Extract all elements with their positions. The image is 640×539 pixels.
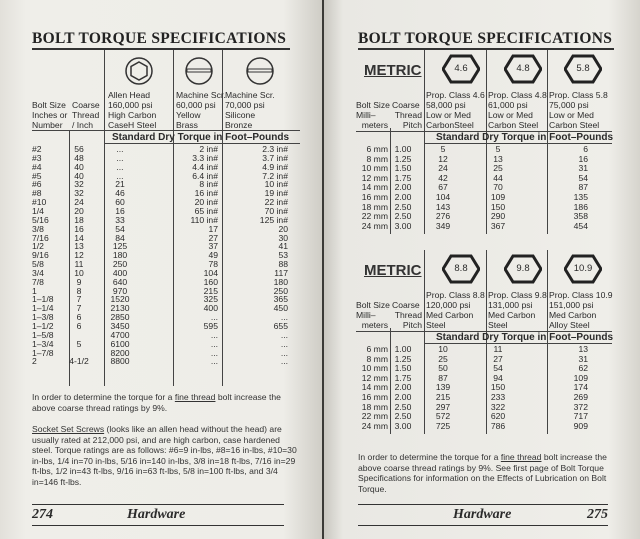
table-cell: 10 mm (361, 363, 388, 374)
table-cell: 44 (493, 172, 503, 183)
table-cell: 7/8 (32, 276, 44, 287)
table-cell: ... (116, 152, 124, 163)
table-row (32, 278, 300, 287)
table-cell: 31 (578, 163, 588, 174)
table-cell: 6.4 in# (192, 170, 218, 181)
table-cell: ... (210, 312, 218, 323)
table-cell: 349 (435, 220, 451, 231)
table-cell: 2.50 (394, 401, 412, 412)
table-row (32, 225, 300, 234)
table-cell: 9/16 (32, 250, 49, 261)
table-cell: 454 (573, 220, 588, 231)
table-cell: 909 (573, 420, 588, 431)
header-property-class: Prop. Class 5.8 75,000 psi Low or Med Carbon Steel (549, 90, 608, 130)
table-cell: 970 (112, 285, 128, 296)
table-cell: 3.7 in# (262, 152, 288, 163)
header-brass: Machine Scr. 60,000 psi Yellow Brass (176, 90, 226, 130)
table-row (32, 295, 300, 304)
table-cell: 10 in# (264, 179, 288, 190)
table-cell: 322 (490, 401, 506, 412)
table-cell: 3/8 (32, 223, 44, 234)
table-cell: 1.25 (394, 353, 412, 364)
table-cell: 12 mm (361, 172, 388, 183)
table-cell: 2.50 (394, 411, 412, 422)
table-cell: 17 (208, 223, 218, 234)
table-cell: 88 (278, 259, 288, 270)
table-cell: 13 (74, 241, 84, 252)
table-cell: 7 (76, 303, 82, 314)
page-footer (32, 504, 284, 526)
table-cell: 14 mm (361, 382, 388, 393)
table-cell: 56 (74, 144, 84, 154)
table-cell: 450 (273, 303, 288, 314)
header-thread: Coarse Thread Pitch (392, 300, 422, 330)
table-cell: 8 mm (366, 353, 388, 364)
table-cell: 16 (578, 153, 588, 164)
table-cell: 67 (438, 182, 448, 193)
metric-label: METRIC (364, 62, 422, 79)
table-cell: #10 (32, 197, 47, 208)
table-cell: 367 (490, 220, 506, 231)
table-cell: 16 (115, 205, 125, 216)
table-cell: 60 (115, 197, 125, 208)
table-cell: 2 (32, 356, 37, 367)
table-cell: 24 (74, 197, 84, 208)
table-cell: ... (210, 338, 218, 349)
table-cell: 22 mm (361, 211, 388, 222)
table-cell: 143 (435, 201, 451, 212)
table-cell: 180 (112, 250, 128, 261)
table-cell: 13 (493, 153, 503, 164)
hex-bolt-icon (442, 54, 480, 84)
table-cell: 7.2 in# (262, 170, 288, 181)
table-cell: 3.3 in# (192, 152, 218, 163)
table-cell: 65 in# (194, 205, 218, 216)
table-cell: 3/4 (32, 267, 44, 278)
table-row (32, 269, 300, 278)
table-cell: 25 (493, 163, 503, 174)
table-cell: 50 (438, 363, 448, 374)
table-cell: 49 (208, 250, 218, 261)
table-cell: 110 in# (190, 214, 218, 225)
header-thread: Coarse Thread / Inch (72, 100, 100, 130)
table-cell: 20 in# (194, 197, 218, 208)
table-cell: 53 (278, 250, 288, 261)
table-cell: 54 (493, 363, 503, 374)
table-cell: 1–1/2 (32, 321, 54, 331)
table-cell: 2.50 (394, 201, 412, 212)
table-cell: 8 (76, 285, 82, 296)
table-cell: 1.75 (394, 172, 412, 183)
table-cell: 372 (573, 401, 588, 412)
table-cell: 400 (112, 267, 128, 278)
table-cell: 6 (76, 321, 82, 331)
table-cell: 3.00 (394, 420, 412, 431)
table-cell: 9 (76, 276, 82, 287)
table-cell: 215 (203, 285, 218, 296)
table-cell: ... (210, 347, 218, 358)
table-cell: 250 (112, 259, 128, 270)
table-cell: 18 (74, 214, 84, 225)
table-cell: 8800 (110, 356, 130, 367)
table-cell: 20 (278, 223, 288, 234)
table-cell: 5 (440, 144, 446, 154)
table-cell: #6 (32, 179, 42, 190)
slotted-screw-icon (184, 56, 214, 86)
table-cell: #8 (32, 188, 42, 199)
header-thread: Coarse Thread Pitch (392, 100, 422, 130)
hex-bolt-icon (564, 254, 602, 284)
table-row (32, 313, 300, 322)
header-bolt-size: Bolt Size Inches or Number (32, 100, 68, 130)
table-cell: 5 (495, 144, 501, 154)
header-property-class: Prop. Class 10.9 151,000 psi Med Carbon Alloy Steel (549, 290, 613, 330)
table-row (32, 234, 300, 243)
table-row (32, 216, 300, 225)
page-footer (358, 504, 608, 526)
table-cell: 16 (74, 223, 84, 234)
table-cell: 18 mm (361, 401, 388, 412)
table-cell: 41 (278, 241, 288, 252)
table-row (32, 331, 300, 340)
table-cell: 640 (112, 276, 128, 287)
table-cell: 365 (273, 294, 288, 305)
table-cell: 3.00 (394, 220, 412, 231)
hex-bolt-icon (442, 254, 480, 284)
table-cell: 125 in# (259, 214, 288, 225)
table-row (32, 260, 300, 269)
table-cell: 655 (273, 321, 288, 331)
table-row (32, 172, 300, 181)
hex-bolt-icon (504, 54, 542, 84)
table-cell: 19 in# (264, 188, 288, 199)
table-cell: 297 (435, 401, 451, 412)
table-row (32, 242, 300, 251)
table-cell: 16 mm (361, 192, 388, 202)
header-property-class: Prop. Class 8.8 120,000 psi Med Carbon Steel (426, 290, 485, 330)
table-cell: 1 (32, 285, 37, 296)
table-cell: 572 (435, 411, 451, 422)
table-cell: 186 (573, 201, 588, 212)
table-cell: 12 (438, 153, 448, 164)
metric-table-high (356, 250, 612, 434)
table-cell: 1.25 (394, 153, 412, 164)
table-row (32, 357, 300, 366)
table-cell: 14 mm (361, 182, 388, 193)
table-cell: 1–7/8 (32, 347, 54, 358)
metric-label: METRIC (364, 262, 422, 279)
table-cell: 40 (74, 161, 84, 172)
metric-table-low (356, 50, 612, 234)
table-cell: 24 (438, 163, 448, 174)
std-torque-label: Standard Dry Torque in Foot–Pounds (436, 332, 614, 343)
header-bolt-size: Bolt Size Milli– meters (356, 100, 390, 130)
table-row (356, 222, 612, 232)
table-cell: ... (280, 338, 288, 349)
allen-head-icon (124, 56, 154, 86)
section-name: Hardware (127, 507, 186, 522)
table-row (32, 154, 300, 163)
table-cell: 6 (76, 312, 82, 323)
table-cell: 400 (203, 303, 218, 314)
table-cell: 25 (438, 353, 448, 364)
page-number: 275 (587, 507, 608, 522)
table-cell: 10 (438, 344, 448, 354)
table-cell: 2.00 (394, 192, 412, 202)
table-cell: 290 (490, 211, 506, 222)
table-row (32, 145, 300, 154)
table-cell: 20 (74, 205, 84, 216)
header-property-class: Prop. Class 4.8 61,000 psi Low or Med Carbon Steel (488, 90, 547, 130)
table-cell: 31 (578, 353, 588, 364)
table-cell: 37 (208, 241, 218, 252)
table-cell: 358 (573, 211, 588, 222)
property-class-label: 8.8 (454, 263, 468, 274)
table-row (32, 189, 300, 198)
table-cell: ... (116, 170, 124, 181)
table-cell: 1–5/8 (32, 329, 54, 340)
table-cell: 8200 (110, 347, 130, 358)
table-row (32, 287, 300, 296)
table-cell: 13 (578, 344, 588, 354)
table-cell: 14 (74, 232, 84, 243)
table-cell: 48 (74, 152, 84, 163)
table-cell: 2.00 (394, 392, 412, 402)
page-number: 274 (32, 507, 53, 522)
table-cell: 87 (578, 182, 588, 193)
table-cell: 135 (573, 192, 588, 202)
table-cell: 8 in# (199, 179, 218, 190)
header-allen: Allen Head 160,000 psi High Carbon CaseH Steel (108, 90, 157, 130)
property-class-label: 10.9 (573, 263, 593, 274)
table-cell: 87 (438, 372, 448, 383)
header-property-class: Prop. Class 4.6 58,000 psi Low or Med CarbonSteel (426, 90, 485, 130)
table-cell: 54 (578, 172, 588, 183)
table-cell: 1.00 (394, 344, 412, 354)
table-cell: ... (210, 329, 218, 340)
table-row (32, 340, 300, 349)
property-class-label: 4.6 (454, 63, 468, 74)
page-title: BOLT TORQUE SPECIFICATIONS (32, 30, 290, 50)
property-class-label: 9.8 (516, 263, 530, 274)
table-cell: #5 (32, 170, 42, 181)
table-cell: ... (280, 347, 288, 358)
table-cell: 6 (583, 144, 588, 154)
table-cell: ... (116, 161, 124, 172)
table-cell: 174 (573, 382, 588, 393)
table-cell: 104 (203, 267, 218, 278)
table-cell: 22 mm (361, 411, 388, 422)
table-cell: 139 (435, 382, 451, 393)
table-cell: 1–3/4 (32, 338, 54, 349)
table-cell: 2.50 (394, 211, 412, 222)
table-cell: 1.00 (394, 144, 412, 154)
socket-set-screws-note: Socket Set Screws (looks like an allen head without the head) are usually rated at 212,000 psi, and are high carbon, case hardened steel. Torque ratings are as follows: #6=9 in-lbs, #8=16 in-lbs, #10=30 in-lbs, 1/4 in=70 in-lbs, 5/16 in=140 in-lbs, 3/8 in=18 ft-lbs, 7/16 in=29 ft-lbs, 1/2 in=43 ft-lbs, 9/16 in=63 ft-lbs, 5/8 in=100 ft-lbs, and 3/4 in=146 ft-lbs. (32, 424, 297, 487)
fine-thread-note: In order to determine the torque for a fine thread bolt increase the above coarse thread ratings by 9%. See first page of Bolt Torque Specifications for information on the Effects of Lubrication on Bolt Torque. (358, 452, 607, 494)
table-row (32, 304, 300, 313)
slotted-screw-icon (245, 56, 275, 86)
table-cell: 5/16 (32, 214, 49, 225)
table-cell: ... (280, 356, 288, 367)
std-torque-label: Standard Dry Torque in Foot–Pounds (436, 132, 614, 143)
table-row (356, 422, 612, 432)
table-cell: 160 (203, 276, 218, 287)
section-name: Hardware (453, 507, 512, 522)
table-cell: 2.00 (394, 182, 412, 193)
table-cell: 1–1/4 (32, 303, 54, 314)
table-cell: 1.50 (394, 163, 412, 174)
table-cell: 70 in# (264, 205, 288, 216)
table-cell: 595 (203, 321, 218, 331)
table-cell: 2130 (110, 303, 130, 314)
table-cell: 84 (115, 232, 125, 243)
table-cell: 42 (438, 172, 448, 183)
table-cell: 717 (573, 411, 588, 422)
table-cell: 2850 (110, 312, 130, 323)
property-class-label: 4.8 (516, 63, 530, 74)
table-cell: 5/8 (32, 259, 44, 270)
table-cell: 70 (493, 182, 503, 193)
table-cell: 22 in# (264, 197, 288, 208)
table-cell: 4.9 in# (262, 161, 288, 172)
table-cell: 10 (74, 267, 84, 278)
table-cell: 4700 (110, 329, 130, 340)
table-cell: 1–1/8 (32, 294, 54, 305)
table-cell: 276 (435, 211, 451, 222)
table-cell: #3 (32, 152, 42, 163)
table-cell: 8 mm (366, 153, 388, 164)
table-cell: 180 (273, 276, 288, 287)
table-cell: 30 (278, 232, 288, 243)
table-cell: 2.00 (394, 382, 412, 393)
page-title: BOLT TORQUE SPECIFICATIONS (358, 30, 614, 50)
table-cell: ... (280, 312, 288, 323)
table-cell: 4.4 in# (192, 161, 218, 172)
table-cell: 21 (115, 179, 125, 190)
table-cell: 32 (74, 179, 84, 190)
table-cell: 2.3 in# (262, 144, 288, 154)
table-cell: #2 (32, 144, 42, 154)
table-cell: #4 (32, 161, 42, 172)
table-cell: 1/4 (32, 205, 44, 216)
table-cell: 6 mm (366, 344, 388, 354)
right-page (324, 0, 640, 539)
table-cell: 104 (435, 192, 451, 202)
table-row (32, 322, 300, 331)
table-cell: 11 (74, 259, 84, 270)
table-cell: 150 (490, 201, 506, 212)
table-row (32, 180, 300, 189)
table-cell: 117 (274, 267, 288, 278)
table-cell: 7 (76, 294, 82, 305)
std-torque-label: Standard Dry Torque in Foot–Pounds (112, 132, 290, 143)
fine-thread-note: In order to determine the torque for a fine thread bolt increase the above coarse thread ratings by 9%. (32, 392, 281, 413)
header-bolt-size: Bolt Size Milli– meters (356, 300, 390, 330)
table-cell: 1–3/8 (32, 312, 54, 323)
table-cell: 24 mm (361, 220, 388, 231)
table-cell: 78 (208, 259, 218, 270)
table-cell: 94 (493, 372, 503, 383)
table-cell: 725 (435, 420, 451, 431)
table-row (32, 163, 300, 172)
table-row (32, 198, 300, 207)
table-cell: 5 (76, 338, 82, 349)
table-cell: 16 in# (194, 188, 218, 199)
table-cell: 12 mm (361, 372, 388, 383)
table-cell: 150 (490, 382, 506, 393)
table-cell: 12 (74, 250, 84, 261)
table-cell: 32 (74, 188, 84, 199)
table-cell: 46 (115, 188, 125, 199)
table-cell: 233 (490, 392, 506, 402)
table-cell: 1/2 (32, 241, 44, 252)
inch-torque-table (32, 50, 300, 386)
table-cell: 54 (115, 223, 125, 234)
table-cell: 11 (493, 344, 503, 354)
hex-bolt-icon (504, 254, 542, 284)
table-cell: 10 mm (361, 163, 388, 174)
hex-bolt-icon (564, 54, 602, 84)
table-cell: 2 in# (199, 144, 218, 154)
table-cell: 1.75 (394, 372, 412, 383)
table-cell: 7/16 (32, 232, 49, 243)
table-cell: 1520 (110, 294, 130, 305)
table-cell: 215 (435, 392, 451, 402)
table-cell: 3450 (110, 321, 130, 331)
table-cell: ... (210, 356, 218, 367)
table-cell: 6 mm (366, 144, 388, 154)
table-cell: 269 (573, 392, 588, 402)
header-bronze: Machine Scr. 70,000 psi Silicone Bronze (225, 90, 275, 130)
table-row (32, 251, 300, 260)
table-cell: 62 (578, 363, 588, 374)
table-cell: ... (280, 329, 288, 340)
table-cell: 24 mm (361, 420, 388, 431)
table-cell: 27 (493, 353, 503, 364)
table-cell: 325 (203, 294, 218, 305)
table-cell: 6100 (110, 338, 130, 349)
table-cell: 786 (490, 420, 506, 431)
table-cell: 16 mm (361, 392, 388, 402)
table-cell: 27 (208, 232, 218, 243)
table-cell: 250 (273, 285, 288, 296)
table-cell: 1.50 (394, 363, 412, 374)
table-cell: 109 (573, 372, 588, 383)
table-cell: 125 (112, 241, 128, 252)
table-cell: ... (116, 144, 124, 154)
table-cell: 4-1/2 (69, 356, 89, 367)
header-property-class: Prop. Class 9.8 131,000 psi Med Carbon Steel (488, 290, 547, 330)
table-cell: 40 (74, 170, 84, 181)
table-cell: 18 mm (361, 201, 388, 212)
table-cell: 109 (490, 192, 506, 202)
table-cell: 620 (490, 411, 506, 422)
table-cell: 33 (115, 214, 125, 225)
property-class-label: 5.8 (576, 63, 590, 74)
